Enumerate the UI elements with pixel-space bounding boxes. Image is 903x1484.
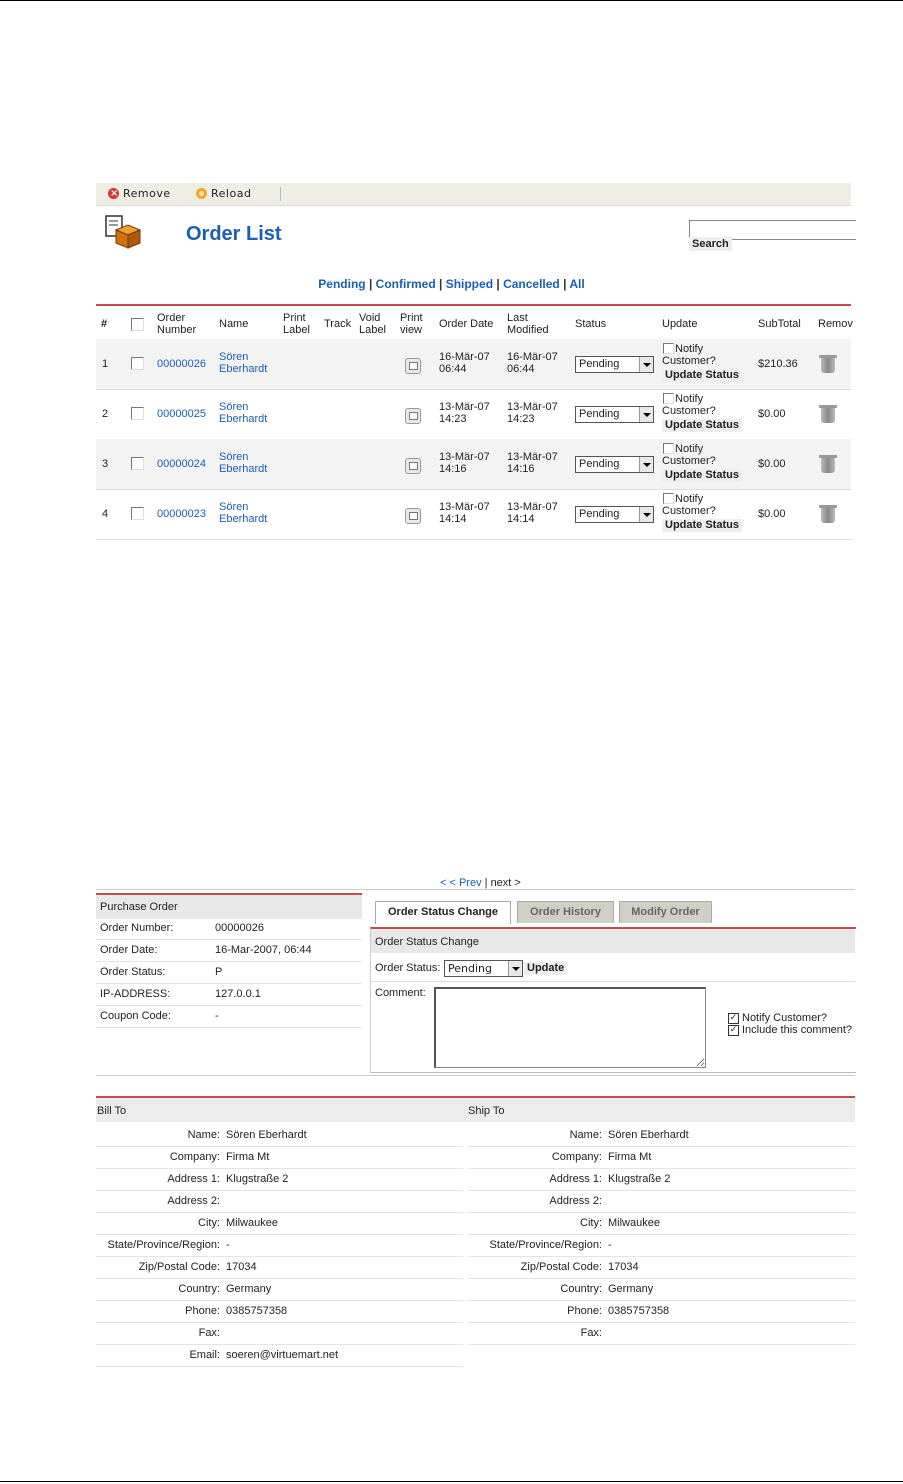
notify-customer-checkbox[interactable]: ✓ <box>729 1013 738 1023</box>
status-panel-heading: Order Status Change <box>371 929 855 953</box>
section-divider <box>96 1075 855 1076</box>
row-index: 2 <box>102 408 109 420</box>
last-modified: 16-Mär-07 06:44 <box>507 351 558 375</box>
remove-label: Remove <box>123 187 171 200</box>
toolbar <box>96 183 851 206</box>
filter-all[interactable]: All <box>569 277 585 291</box>
chevron-down-icon <box>639 407 653 422</box>
row-checkbox[interactable] <box>131 407 144 420</box>
col-order-date: Order Date <box>439 318 494 330</box>
order-date: 13-Mär-07 14:14 <box>439 501 490 525</box>
table-row <box>96 339 851 390</box>
panel-divider <box>371 981 855 982</box>
col-status: Status <box>575 318 607 330</box>
subtotal: $0.00 <box>758 508 786 520</box>
col-name: Name <box>219 318 249 330</box>
status-filter-bar: Pending | Confirmed | Shipped | Cancelled | All <box>318 277 585 291</box>
bill-to-heading: Bill To <box>97 1105 127 1117</box>
tab-order-history[interactable]: Order History <box>517 901 614 923</box>
filter-confirmed[interactable]: Confirmed <box>375 277 436 291</box>
update-status-button[interactable]: Update Status <box>662 519 742 532</box>
notify-label: Notify Customer? <box>662 393 716 417</box>
purchase-order-row: Order Number: 00000026 <box>96 918 362 940</box>
subtotal: $0.00 <box>758 458 786 470</box>
ship-to-row: Zip/Postal Code: 17034 <box>468 1257 855 1279</box>
row-checkbox[interactable] <box>131 507 144 520</box>
row-checkbox[interactable] <box>131 357 144 370</box>
col-num: # <box>101 318 108 330</box>
update-status-button[interactable]: Update Status <box>662 469 742 482</box>
bill-to-row: Phone: 0385757358 <box>96 1301 463 1323</box>
filter-cancelled[interactable]: Cancelled <box>503 277 560 291</box>
col-track: Track <box>324 318 352 330</box>
print-icon[interactable] <box>405 508 421 524</box>
notify-label: Notify Customer? <box>662 493 716 517</box>
comment-label: Comment: <box>375 987 426 999</box>
filter-shipped[interactable]: Shipped <box>445 277 494 291</box>
trash-icon[interactable] <box>821 407 835 423</box>
row-index: 3 <box>102 458 109 470</box>
order-date: 13-Mär-07 14:16 <box>439 451 490 475</box>
remove-icon <box>108 188 119 199</box>
order-date: 13-Mär-07 14:23 <box>439 401 490 425</box>
bill-to-row: Country: Germany <box>96 1279 463 1301</box>
bill-to-row: Email: soeren@virtuemart.net <box>96 1345 463 1367</box>
customer-name-link[interactable]: Sören Eberhardt <box>219 501 268 525</box>
bill-to-row: Address 2: <box>96 1191 463 1213</box>
last-modified: 13-Mär-07 14:16 <box>507 451 558 475</box>
col-order-number: Order Number <box>157 312 197 336</box>
col-update: Update <box>662 318 698 330</box>
page-title: Order List <box>186 223 282 245</box>
purchase-order-row: Order Status: P <box>96 962 362 984</box>
update-status-button[interactable]: Update Status <box>662 419 742 432</box>
customer-name-link[interactable]: Sören Eberhardt <box>219 451 268 475</box>
bill-to-row: Company: Firma Mt <box>96 1147 463 1169</box>
update-status-button[interactable]: Update Status <box>662 369 742 382</box>
purchase-order-row: Order Date: 16-Mar-2007, 06:44 <box>96 940 362 962</box>
toolbar-divider <box>280 187 281 201</box>
pager-divider <box>96 889 855 890</box>
ship-to-row: Phone: 0385757358 <box>468 1301 855 1323</box>
col-remove: Remov <box>818 318 853 330</box>
bill-to-row: Fax: <box>96 1323 463 1345</box>
prev-link[interactable]: < < Prev <box>440 877 482 889</box>
status-select[interactable]: Pending <box>575 506 654 523</box>
status-select[interactable]: Pending <box>575 356 654 373</box>
col-subtotal: SubTotal <box>758 318 801 330</box>
ship-to-row: City: Milwaukee <box>468 1213 855 1235</box>
col-print-label: Print Label <box>283 312 310 336</box>
subtotal: $0.00 <box>758 408 786 420</box>
bill-to-row: City: Milwaukee <box>96 1213 463 1235</box>
reload-button[interactable] <box>196 187 251 200</box>
bill-to-row: Name: Sören Eberhardt <box>96 1125 463 1147</box>
ship-to-row: Fax: <box>468 1323 855 1345</box>
order-status-select[interactable]: Pending <box>444 960 523 977</box>
last-modified: 13-Mär-07 14:14 <box>507 501 558 525</box>
table-row <box>96 389 851 440</box>
include-comment-checkbox[interactable]: ✓ <box>729 1025 738 1035</box>
customer-name-link[interactable]: Sören Eberhardt <box>219 401 268 425</box>
ship-to-row: Company: Firma Mt <box>468 1147 855 1169</box>
order-number-link[interactable]: 00000024 <box>157 458 206 470</box>
purchase-order-row: Coupon Code: - <box>96 1006 362 1028</box>
bill-to-row: Address 1: Klugstraße 2 <box>96 1169 463 1191</box>
select-all-checkbox[interactable] <box>131 318 144 331</box>
ship-to-row: State/Province/Region: - <box>468 1235 855 1257</box>
reload-label: Reload <box>211 187 252 200</box>
order-table-header <box>96 306 851 338</box>
chevron-down-icon <box>508 961 522 976</box>
print-icon[interactable] <box>405 358 421 374</box>
reload-icon <box>196 188 207 199</box>
remove-button[interactable] <box>108 187 171 200</box>
trash-icon[interactable] <box>821 457 835 473</box>
customer-name-link[interactable]: Sören Eberhardt <box>219 351 268 375</box>
next-label[interactable]: next > <box>490 877 521 889</box>
bill-to-row: Zip/Postal Code: 17034 <box>96 1257 463 1279</box>
order-number-link[interactable]: 00000026 <box>157 358 206 370</box>
filter-pending[interactable]: Pending <box>318 277 366 291</box>
ship-to-row: Address 2: <box>468 1191 855 1213</box>
chevron-down-icon <box>639 357 653 372</box>
ship-to-row: Country: Germany <box>468 1279 855 1301</box>
purchase-order-row: IP-ADDRESS: 127.0.0.1 <box>96 984 362 1006</box>
notify-label: Notify Customer? <box>662 343 716 367</box>
comment-textarea[interactable] <box>434 987 706 1068</box>
status-select[interactable]: Pending <box>575 406 654 423</box>
order-date: 16-Mär-07 06:44 <box>439 351 490 375</box>
status-select[interactable]: Pending <box>575 456 654 473</box>
table-row <box>96 489 851 540</box>
notify-customer-label: Notify Customer? <box>742 1012 827 1024</box>
tab-order-status-change[interactable]: Order Status Change <box>375 901 511 924</box>
trash-icon[interactable] <box>821 357 835 373</box>
chevron-down-icon <box>639 457 653 472</box>
order-status-label: Order Status: <box>375 962 441 974</box>
order-list-icon <box>104 214 142 250</box>
purchase-order-heading: Purchase Order <box>96 893 362 919</box>
table-row <box>96 439 851 490</box>
col-print-view: Print view <box>400 312 423 336</box>
pagination: < < Prev | next > <box>440 877 521 889</box>
last-modified: 13-Mär-07 14:23 <box>507 401 558 425</box>
search-button[interactable]: Search <box>689 237 732 251</box>
print-icon[interactable] <box>405 408 421 424</box>
page-bottom-rule <box>0 1481 903 1482</box>
bill-to-row: State/Province/Region: - <box>96 1235 463 1257</box>
page-top-rule <box>0 0 903 1</box>
row-index: 1 <box>102 358 109 370</box>
ship-to-row: Name: Sören Eberhardt <box>468 1125 855 1147</box>
order-number-link[interactable]: 00000025 <box>157 408 206 420</box>
ship-to-row: Address 1: Klugstraße 2 <box>468 1169 855 1191</box>
row-index: 4 <box>102 508 109 520</box>
address-heading <box>96 1096 855 1122</box>
chevron-down-icon <box>639 507 653 522</box>
col-void-label: Void Label <box>359 312 386 336</box>
tab-modify-order[interactable]: Modify Order <box>619 901 712 923</box>
subtotal: $210.36 <box>758 358 798 370</box>
update-button[interactable]: Update <box>524 962 567 975</box>
print-icon[interactable] <box>405 458 421 474</box>
include-comment-label: Include this comment? <box>742 1024 853 1036</box>
ship-to-heading: Ship To <box>468 1105 505 1117</box>
col-last-modified: Last Modified <box>507 312 549 336</box>
row-checkbox[interactable] <box>131 457 144 470</box>
order-number-link[interactable]: 00000023 <box>157 508 206 520</box>
trash-icon[interactable] <box>821 507 835 523</box>
notify-label: Notify Customer? <box>662 443 716 467</box>
